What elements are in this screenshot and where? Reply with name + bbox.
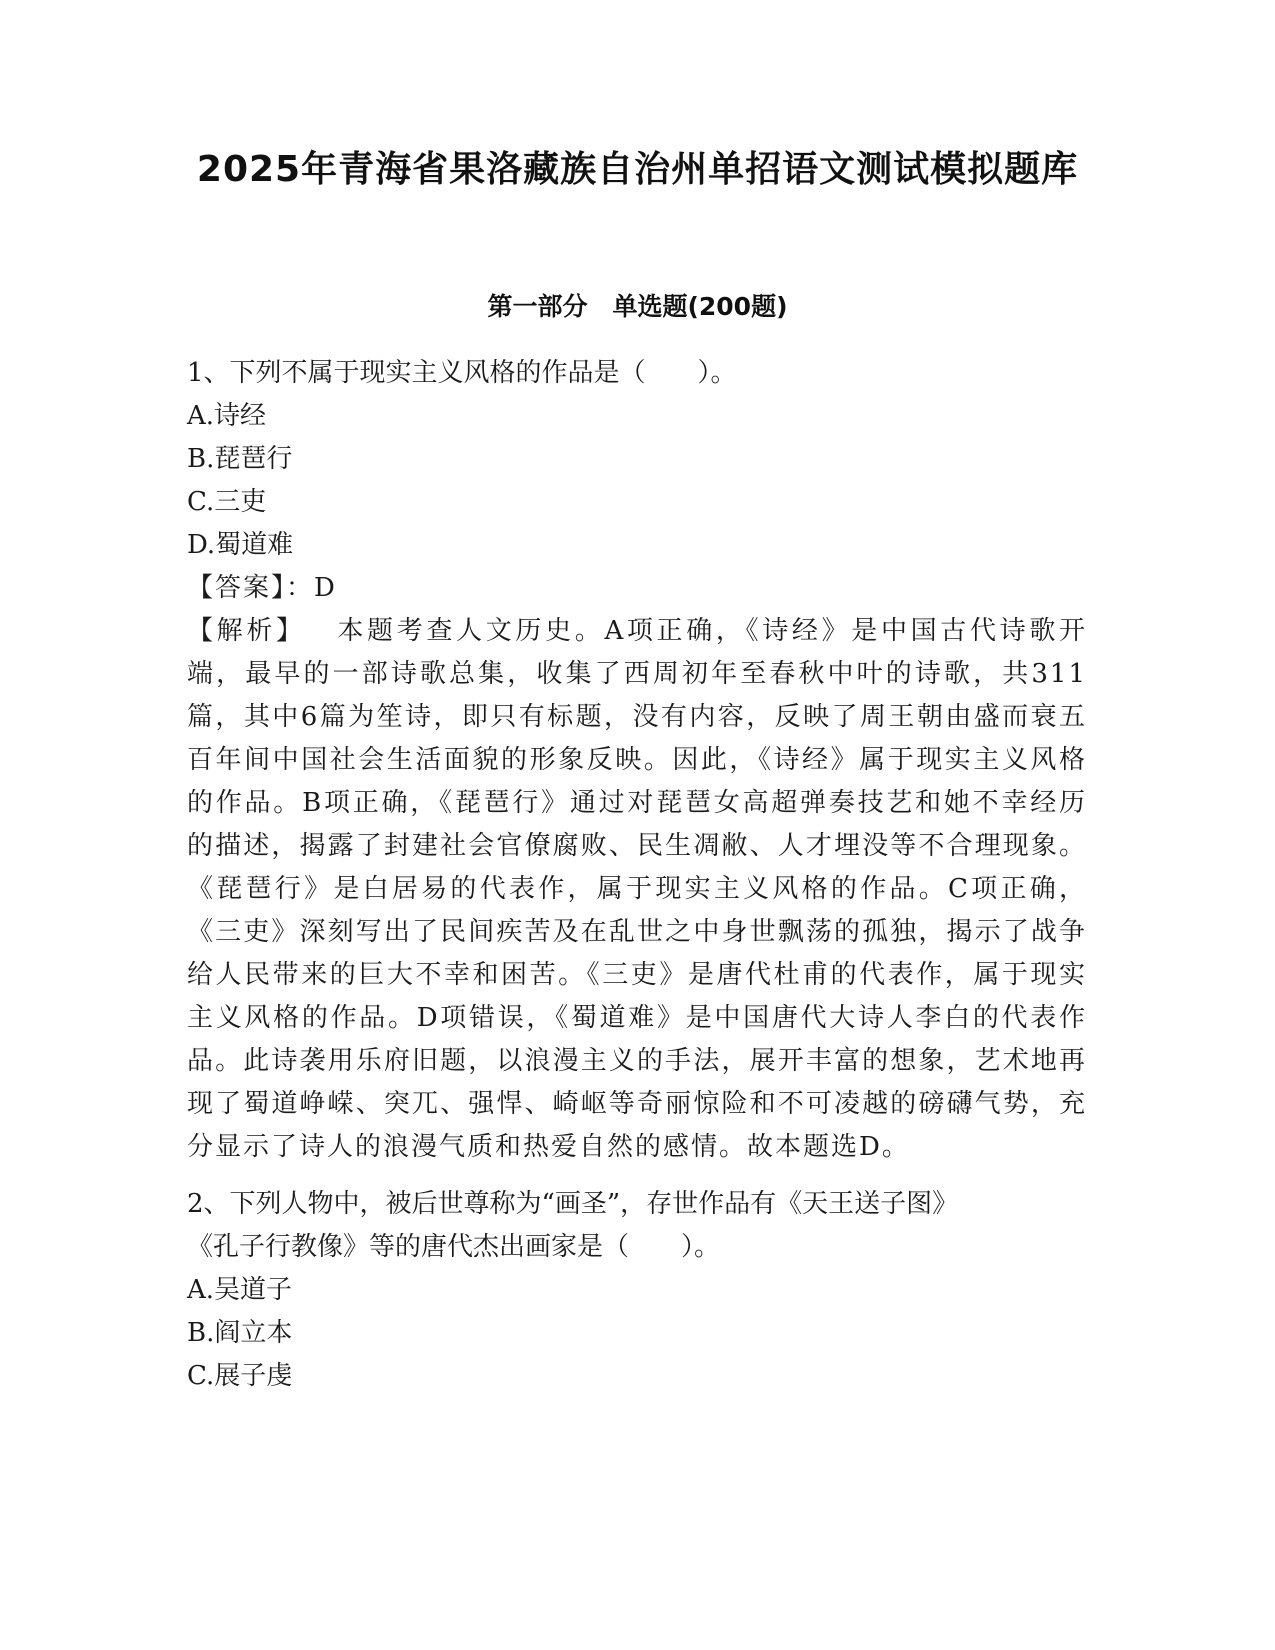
answer-row (187, 567, 1087, 610)
question-spacer (187, 1169, 1087, 1183)
option-d: D.蜀道难 (187, 530, 294, 560)
explanation-text: 本题考查人文历史。A项正确，《诗经》是中国古代诗歌开端，最早的一部诗歌总集，收集了西周初年至春秋中叶的诗歌，共311篇，其中6篇为笙诗，即只有标题，没有内容，反映了周王朝由盛而衰五百年间中国社会生活面貌的形象反映。因此，《诗经》属于现实主义风格的作品。B项正确，《琵琶行》通过对琵琶女高超弹奏技艺和她不幸经历的描述，揭露了封建社会官僚腐败、民生凋敝、人才埋没等不合理现象。《琵琶行》是白居易的代表作，属于现实主义风格的作品。C项正确，《三吏》深刻写出了民间疾苦及在乱世之中身世飘荡的孤独，揭示了战争给人民带来的巨大不幸和困苦。《三吏》是唐代杜甫的代表作，属于现实主义风格的作品。D项错误，《蜀道难》是中国唐代大诗人李白的代表作品。此诗袭用乐府旧题，以浪漫主义的手法，展开丰富的想象，艺术地再现了蜀道峥嵘、突兀、强悍、崎岖等奇丽惊险和不可凌越的磅礴气势，充分显示了诗人的浪漫气质和热爱自然的感情。故本题选D。 (187, 616, 1087, 1162)
section-heading: 第一部分 单选题(200题) (487, 292, 788, 321)
document-title: 2025年青海省果洛藏族自治州单招语文测试模拟题库 (196, 149, 1079, 190)
option-a: A.吴道子 (187, 1275, 293, 1305)
option-a: A.诗经 (187, 401, 267, 431)
option-b: B.阎立本 (187, 1318, 293, 1348)
option-c: C.三吏 (187, 487, 267, 517)
question-stem-line-2: 《孔子行教像》等的唐代杰出画家是（ ）。 (187, 1232, 721, 1262)
answer-value: D (314, 573, 335, 603)
answer-label: 【答案】： (187, 573, 315, 603)
question-stem-line-1: 2、下列人物中，被后世尊称为“画圣”，存世作品有《天王送子图》 (187, 1189, 959, 1219)
question-2 (187, 1183, 1087, 1398)
explanation-label: 【解析】 (187, 616, 306, 646)
question-list (187, 352, 1087, 1398)
question-stem: 1、下列不属于现实主义风格的作品是（ ）。 (187, 358, 737, 388)
question-1 (187, 352, 1087, 1169)
explanation-block (187, 610, 1087, 1169)
option-c: C.展子虔 (187, 1361, 293, 1391)
option-b: B.琵琶行 (187, 444, 293, 474)
